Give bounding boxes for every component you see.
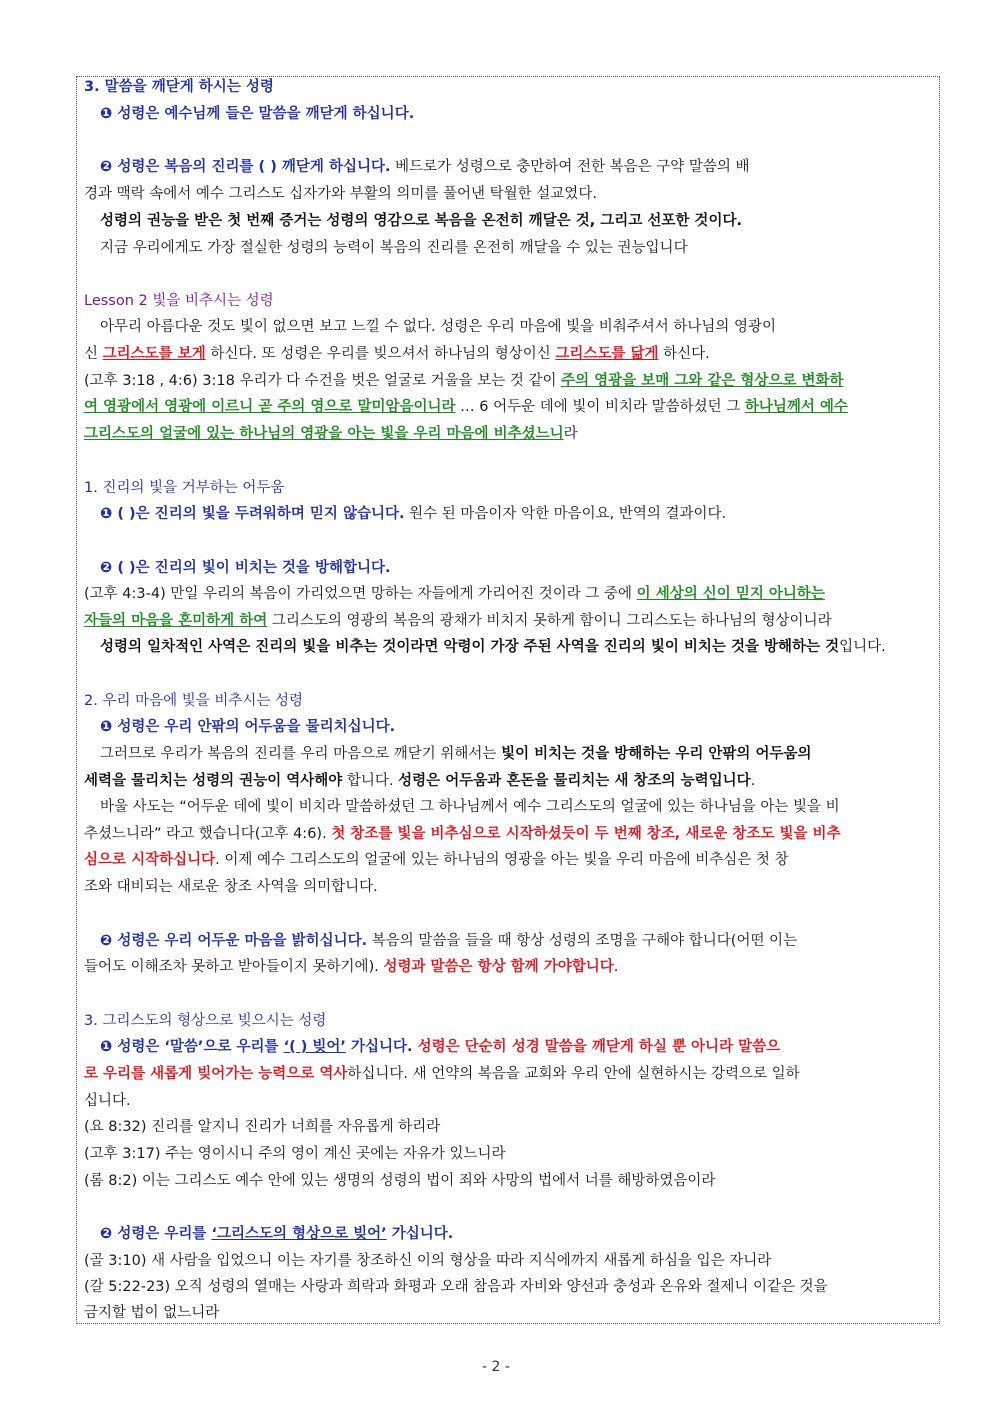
point-2 xyxy=(100,1223,934,1245)
text-run: 추셨느니라” 라고 했습니다(고후 4:6). xyxy=(84,826,332,842)
section-heading: 3. 그리스도의 형상으로 빚으시는 성령 xyxy=(84,1013,327,1029)
page-number: - 2 - xyxy=(482,1359,510,1375)
paragraph-line: 조와 대비되는 새로운 창조 사역을 의미합니다. xyxy=(84,879,378,895)
paragraph-line xyxy=(84,343,934,365)
point-1-bold: ❶ ( )은 진리의 빛을 두려워하며 믿지 않습니다. xyxy=(100,506,405,522)
point-1 xyxy=(100,503,934,525)
bold-statement: 성령의 권능을 받은 첫 번째 증거는 성령의 영감으로 복음을 온전히 깨달은 것, 그리고 선포한 것이다. xyxy=(100,213,742,229)
highlight-red: 그리스도를 보게 xyxy=(102,346,206,362)
highlight-red: 로 우리를 새롭게 빚어가는 능력으로 역사 xyxy=(84,1066,348,1082)
text-run: 하신다. 또 성령은 우리를 빚으셔서 하나님의 형상이신 xyxy=(205,346,556,362)
highlight-green: 여 영광에서 영광에 이르니 곧 주의 영으로 말미암음이니라 xyxy=(84,399,456,415)
section-heading: 3. 말씀을 깨닫게 하시는 성령 xyxy=(84,79,274,95)
point-1 xyxy=(100,1036,934,1058)
underlined-phrase: ‘그리스도의 형상으로 빚어’ xyxy=(211,1226,387,1242)
paragraph-line: 바울 사도는 “어두운 데에 빛이 비치라 말씀하셨던 그 하나님께서 예수 그리스도의 얼굴에 있는 하나님을 아는 빛을 비 xyxy=(100,799,840,815)
verse-line xyxy=(84,370,934,392)
point-1: ❶ 성령은 우리 안팎의 어두움을 물리치십니다. xyxy=(100,719,396,735)
text-run: 하십니다. 새 언약의 복음을 교회와 우리 안에 실현하시는 강력으로 일하 xyxy=(347,1066,800,1082)
point-2: ❷ ( )은 진리의 빛이 비치는 것을 방해합니다. xyxy=(100,560,391,576)
text-run: 합니다. xyxy=(342,773,399,789)
paragraph-line xyxy=(84,823,934,845)
paragraph-line: 십니다. xyxy=(84,1093,131,1109)
verse-line xyxy=(84,583,934,605)
highlight-green: 주의 영광을 보매 그와 같은 형상으로 변화하 xyxy=(561,373,844,389)
highlight-green: 그리스도의 얼굴에 있는 하나님의 영광을 아는 빛을 우리 마음에 비추셨느니 xyxy=(84,426,564,442)
text-run: 라 xyxy=(563,426,578,442)
highlight-green: 하나님께서 예수 xyxy=(744,399,848,415)
verse-line xyxy=(84,610,934,632)
paragraph-line xyxy=(84,956,934,978)
verse-line: (고후 3:17) 주는 영이시니 주의 영이 계신 곳에는 자유가 있느니라 xyxy=(84,1146,506,1162)
paragraph-line xyxy=(84,770,934,792)
verse-line: (골 3:10) 새 사람을 입었으니 이는 자기를 창조하신 이의 형상을 따라 지식에까지 새롭게 하심을 입은 자니라 xyxy=(84,1253,772,1269)
text-run: 들어도 이해조차 못하고 받아들이지 못하기에). xyxy=(84,959,384,975)
highlight-red: 심으로 시작하십니다 xyxy=(84,852,216,868)
paragraph-line: 지금 우리에게도 가장 절실한 성령의 능력이 복음의 진리를 온전히 깨달을 수 있는 권능입니다 xyxy=(100,240,688,256)
point-2-rest: 베드로가 성령으로 충만하여 전한 복음은 구약 말씀의 배 xyxy=(390,159,750,175)
text-run: . 이제 예수 그리스도의 얼굴에 있는 하나님의 영광을 아는 빛을 우리 마음에 비추심은 첫 창 xyxy=(215,852,789,868)
point-2 xyxy=(100,156,934,178)
section-heading: 2. 우리 마음에 빛을 비추시는 성령 xyxy=(84,693,303,709)
highlight-red: 성령과 말씀은 항상 함께 가야합니다 xyxy=(383,959,614,975)
highlight-red: 그리스도를 닮게 xyxy=(555,346,659,362)
text-run: 입니다. xyxy=(839,639,886,655)
point-2-bold: ❷ 성령은 우리 어두운 마음을 밝히십니다. xyxy=(100,933,368,949)
point-1: ❶ 성령은 예수님께 들은 말씀을 깨닫게 하십니다. xyxy=(100,106,415,122)
highlight-red: 성령은 단순히 성경 말씀을 깨닫게 하실 뿐 아니라 말씀으 xyxy=(412,1039,781,1055)
point-1-bold: 가십니다. xyxy=(345,1039,413,1055)
bold-run: 빛이 비치는 것을 방해하는 우리 안팎의 어두움의 xyxy=(501,746,812,762)
point-2-bold: 가십니다. xyxy=(386,1226,454,1242)
highlight-green: 이 세상의 신이 믿지 아니하는 xyxy=(636,586,825,602)
bold-statement xyxy=(100,636,934,658)
bold-run: 성령의 일차적인 사역은 진리의 빛을 비추는 것이라면 악령이 가장 주된 사역을 진리의 빛이 비치는 것을 방해하는 것 xyxy=(100,639,840,655)
point-1-bold: ❶ 성령은 ‘말씀’으로 우리를 xyxy=(100,1039,284,1055)
point-2-bold: ❷ 성령은 우리를 xyxy=(100,1226,212,1242)
verse-line xyxy=(84,396,934,418)
text-run: … 6 어두운 데에 빛이 비치라 말씀하셨던 그 xyxy=(455,399,745,415)
text-run: . xyxy=(750,773,756,789)
paragraph-line xyxy=(84,1063,934,1085)
text-run: 그리스도의 영광의 복음의 광채가 비치지 못하게 함이니 그리스도는 하나님의 형상이니라 xyxy=(267,613,832,629)
text-run: (고후 3:18 , 4:6) 3:18 우리가 다 수건을 벗은 얼굴로 거울을 보는 것 같이 xyxy=(84,373,562,389)
text-run: (고후 4:3-4) 만일 우리의 복음이 가리었으면 망하는 자들에게 가리어진 것이라 그 중에 xyxy=(84,586,637,602)
verse-line: (갈 5:22-23) 오직 성령의 열매는 사랑과 희락과 화평과 오래 참음과 자비와 양선과 충성과 온유와 절제니 이같은 것을 xyxy=(84,1279,828,1295)
point-2-bold: ❷ 성령은 복음의 진리를 ( ) 깨닫게 하십니다. xyxy=(100,159,391,175)
paragraph-line xyxy=(84,849,934,871)
highlight-green: 자들의 마음을 혼미하게 하여 xyxy=(84,613,268,629)
bold-run: 성령은 어두움과 혼돈을 물리치는 새 창조의 능력입니다 xyxy=(398,773,751,789)
point-2-rest: 복음의 말씀을 들을 때 항상 성령의 조명을 구해야 합니다(어떤 이는 xyxy=(367,933,798,949)
bold-run: 세력을 물리치는 성령의 권능이 역사해야 xyxy=(84,773,343,789)
text-run: . xyxy=(613,959,619,975)
lesson-heading: Lesson 2 빛을 비추시는 성령 xyxy=(84,293,274,309)
highlight-red: 첫 창조를 빛을 비추심으로 시작하셨듯이 두 번째 창조, 새로운 창조도 빛을 비추 xyxy=(331,826,841,842)
underlined-blank: ‘( ) 빚어’ xyxy=(283,1039,346,1055)
verse-line: (요 8:32) 진리를 알지니 진리가 너희를 자유롭게 하리라 xyxy=(84,1119,441,1135)
verse-line: (롬 8:2) 이는 그리스도 예수 안에 있는 생명의 성령의 법이 죄와 사망의 법에서 너를 해방하였음이라 xyxy=(84,1173,716,1189)
verse-line xyxy=(84,423,934,445)
verse-line: 금지할 법이 없느니라 xyxy=(84,1305,220,1321)
paragraph-line: 아무리 아름다운 것도 빛이 없으면 보고 느낄 수 없다. 성령은 우리 마음에 빛을 비춰주셔서 하나님의 영광이 xyxy=(100,319,777,335)
section-heading: 1. 진리의 빛을 거부하는 어두움 xyxy=(84,480,285,496)
paragraph-line xyxy=(100,743,934,765)
point-2 xyxy=(100,930,934,952)
paragraph-line: 경과 맥락 속에서 예수 그리스도 십자가와 부활의 의미를 풀어낸 탁월한 설교였다. xyxy=(84,186,597,202)
point-1-rest: 원수 된 마음이자 악한 마음이요, 반역의 결과이다. xyxy=(404,506,727,522)
text-run: 신 xyxy=(84,346,103,362)
text-run: 하신다. xyxy=(658,346,710,362)
text-run: 그러므로 우리가 복음의 진리를 우리 마음으로 깨닫기 위해서는 xyxy=(100,746,502,762)
